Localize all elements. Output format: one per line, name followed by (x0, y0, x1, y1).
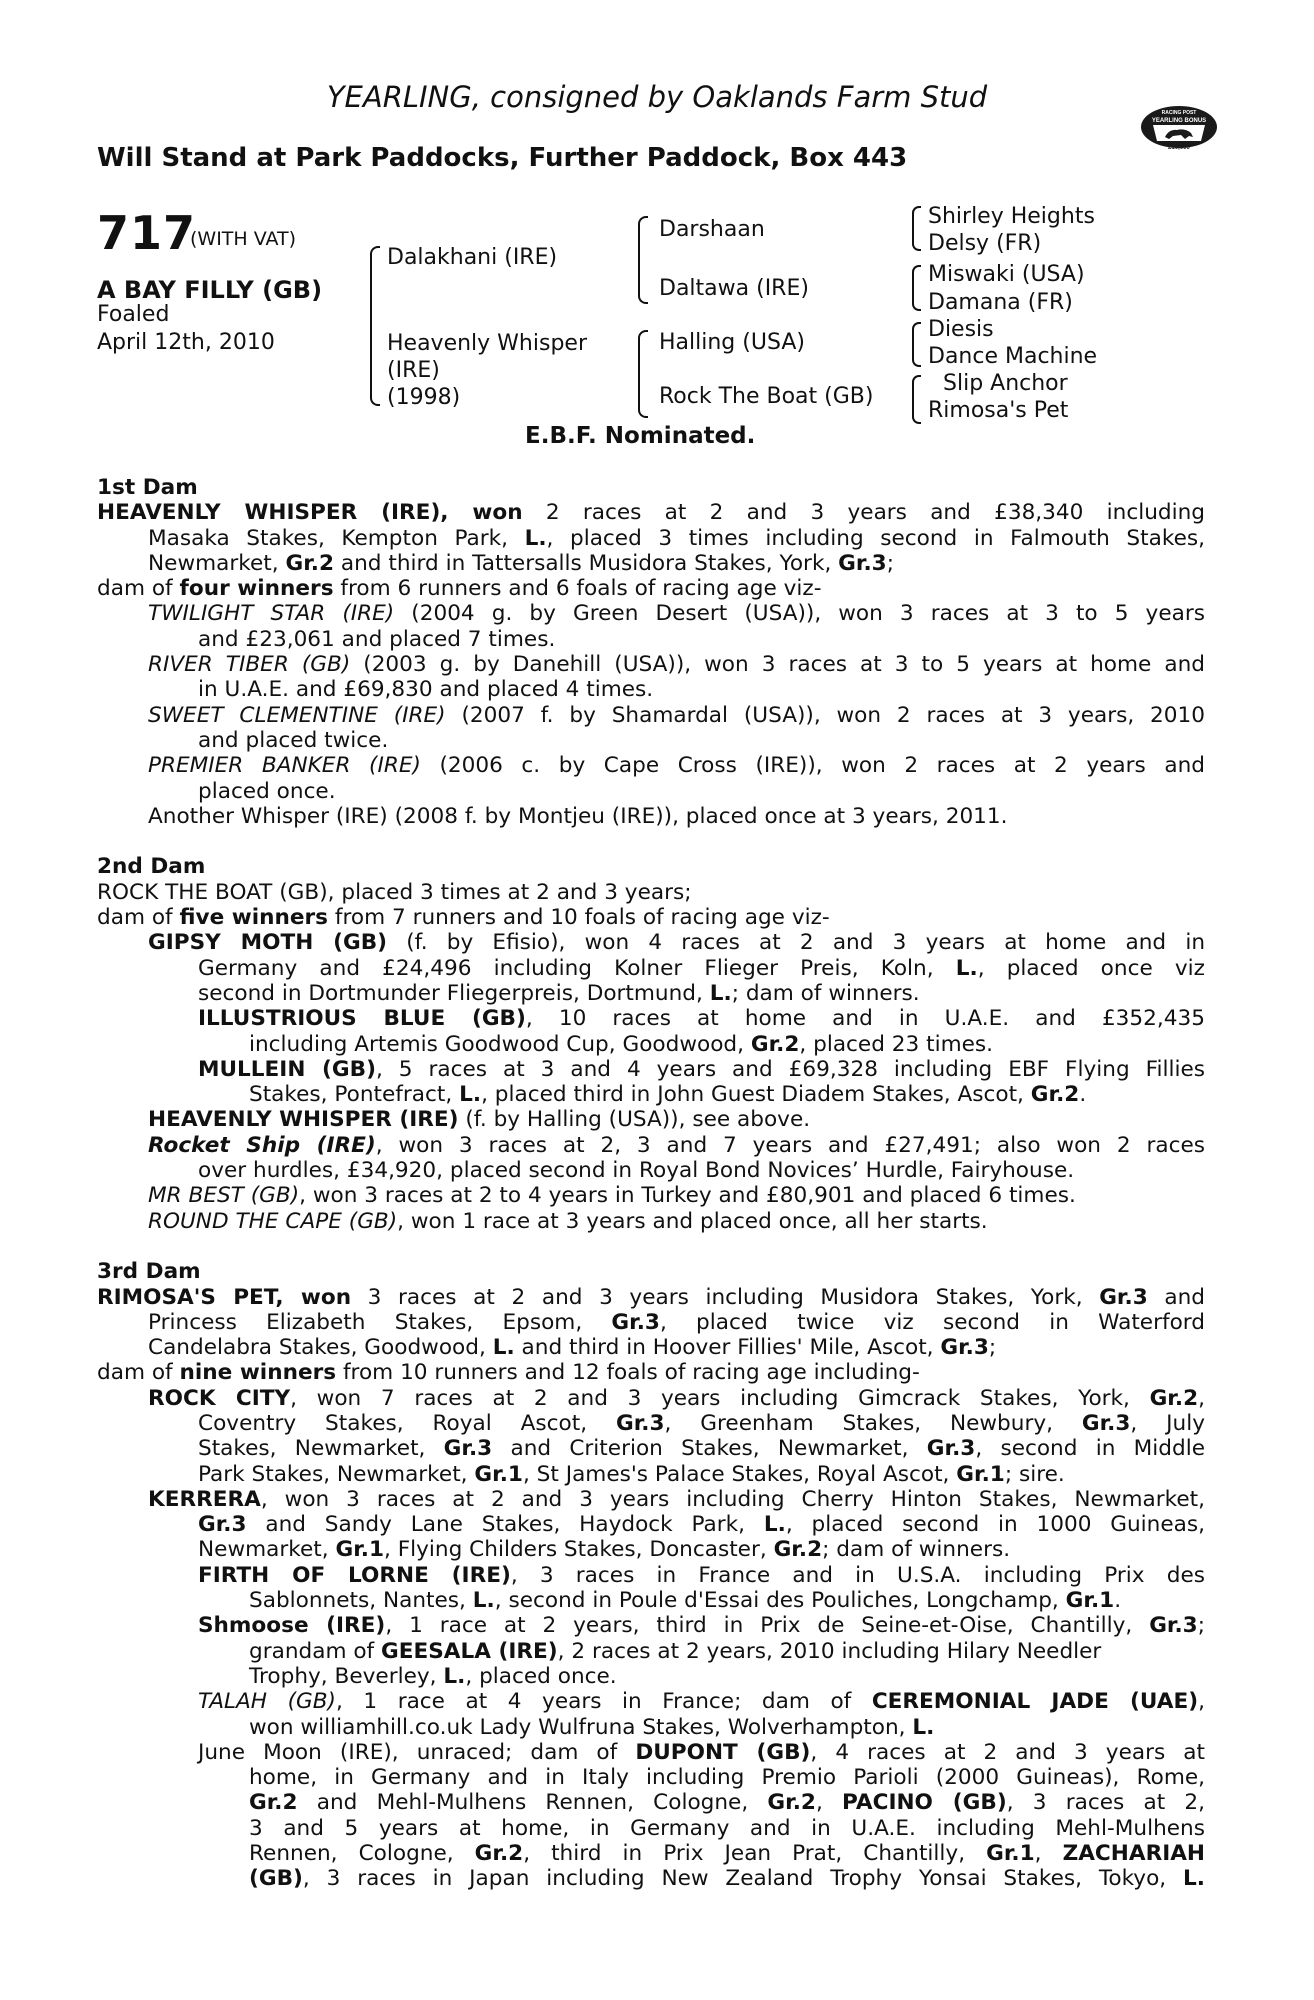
text-run: , (1198, 1385, 1205, 1411)
text-run: grandam of (249, 1638, 382, 1664)
pedigree-brace-g4 (912, 375, 921, 424)
text-run: , 3 races at 2, (1006, 1790, 1205, 1816)
text-run: , placed once. (465, 1663, 617, 1689)
body-line (97, 1588, 1205, 1613)
pedigree-g6: Dance Machine (928, 344, 1098, 369)
text-run: ; (1197, 1613, 1205, 1639)
text-run: Rocket Ship (IRE) (148, 1132, 376, 1158)
text-run: GEESALA (IRE) (381, 1638, 558, 1664)
text-run: Stakes, Newmarket, (198, 1436, 444, 1462)
section-gap (97, 1234, 1205, 1259)
text-run: , 1 race at 4 years in France; dam of (335, 1689, 872, 1715)
foaled-label: Foaled (97, 302, 170, 327)
body-line (97, 1057, 1205, 1082)
text-run: Coventry Stakes, Royal Ascot, (198, 1410, 616, 1436)
body-line (97, 930, 1205, 955)
pedigree-brace-main (370, 246, 380, 406)
text-run: RIMOSA'S PET, won (97, 1284, 352, 1310)
text-run: (2004 g. by Green Desert (USA)), won 3 races at 3 to 5 years (394, 601, 1205, 627)
text-run: 2nd Dam (97, 854, 206, 880)
text-run: won williamhill.co.uk Lady Wulfruna Stakes, Wolverhampton, (249, 1714, 913, 1740)
text-run: and £23,061 and placed 7 times. (198, 626, 556, 652)
text-run: , won 1 race at 3 years and placed once, all her starts. (397, 1208, 988, 1234)
lot-number: 717 (97, 206, 197, 260)
text-run: Gr.1 (1065, 1588, 1115, 1614)
text-run: Another Whisper (IRE) (2008 f. by Montjeu (IRE)), placed once at 3 years, 2011. (148, 803, 1008, 829)
text-run: Gr.1 (956, 1461, 1005, 1487)
text-run: L. (492, 1335, 515, 1361)
text-run: Princess Elizabeth Stakes, Epsom, (148, 1309, 612, 1335)
text-run: Trophy, Beverley, (249, 1663, 444, 1689)
text-run: MR BEST (GB) (148, 1183, 300, 1209)
body-line (97, 652, 1205, 677)
text-run: and third in Hoover Fillies' Mile, Ascot, (514, 1335, 941, 1361)
pedigree-g1: Shirley Heights (928, 204, 1095, 229)
text-run: Gr.3 (1149, 1613, 1198, 1639)
pedigree-brace-g1 (912, 206, 921, 251)
body-line (97, 677, 1205, 702)
body-line (97, 1866, 1205, 1891)
text-run: Gr.1 (474, 1461, 523, 1487)
pedigree-sire-sire: Darshaan (659, 217, 765, 242)
pedigree-g2: Delsy (FR) (928, 231, 1042, 256)
body-line (97, 1790, 1205, 1815)
text-run: Gr.2 (1149, 1385, 1199, 1411)
text-run: Gr.3 (443, 1436, 493, 1462)
text-run: CEREMONIAL JADE (UAE) (871, 1689, 1199, 1715)
text-run: MULLEIN (GB) (198, 1056, 376, 1082)
text-run: dam of (97, 1360, 180, 1386)
text-run: ROCK THE BOAT (GB), placed 3 times at 2 and 3 years; (97, 879, 692, 905)
text-run: KERRERA (148, 1486, 261, 1512)
text-run: five winners (179, 905, 329, 931)
text-run: , placed third in John Guest Diadem Stakes, Ascot, (481, 1082, 1031, 1108)
text-run: , second in Poule d'Essai des Pouliches, Longchamp, (494, 1588, 1066, 1614)
body-line (97, 804, 1205, 829)
text-run: Gr.3 (1081, 1410, 1131, 1436)
badge-line1: RACING POST (1161, 110, 1197, 116)
text-run: 3 and 5 years at home, in Germany and in U.A.E. including Mehl-Mulhens (249, 1815, 1205, 1841)
text-run: L. (955, 955, 978, 981)
text-run: , 5 races at 3 and 4 years and £69,328 including EBF Flying Fillies (375, 1056, 1205, 1082)
text-run: , second in Middle (975, 1436, 1205, 1462)
text-run: dam of (97, 905, 180, 931)
text-run: Masaka Stakes, Kempton Park, (148, 525, 525, 551)
text-run: and (1147, 1284, 1205, 1310)
text-run: Gr.2 (285, 550, 334, 576)
ebf-nominated: E.B.F. Nominated. (525, 423, 756, 449)
text-run: Candelabra Stakes, Goodwood, (148, 1335, 493, 1361)
text-run: Gr.2 (773, 1537, 823, 1563)
text-run: , placed 3 times including second in Falmouth Stakes, (546, 525, 1205, 551)
text-run: including Artemis Goodwood Cup, Goodwood, (249, 1031, 751, 1057)
text-run: Newmarket, (198, 1537, 336, 1563)
text-run: SWEET CLEMENTINE (IRE) (148, 702, 446, 728)
text-run: , placed 23 times. (799, 1031, 994, 1057)
body-line (97, 1082, 1205, 1107)
body-line (97, 1386, 1205, 1411)
text-run: , 3 races in Japan including New Zealand Trophy Yonsai Stakes, Tokyo, (302, 1866, 1184, 1892)
text-run: , won 7 races at 2 and 3 years including Gimcrack Stakes, York, (290, 1385, 1150, 1411)
text-run: , 3 races in France and in U.S.A. including Prix des (510, 1562, 1205, 1588)
text-run: DUPONT (GB) (635, 1739, 811, 1765)
text-run: from 10 runners and 12 foals of racing age including- (336, 1360, 920, 1386)
text-run: , July (1130, 1410, 1205, 1436)
pedigree-dam-dam: Rock The Boat (GB) (659, 384, 874, 409)
stand-location: Will Stand at Park Paddocks, Further Paddock, Box 443 (97, 143, 908, 173)
text-run: L. (443, 1663, 466, 1689)
text-run: . (1079, 1082, 1087, 1108)
pedigree-brace-g3 (912, 322, 921, 367)
body-line (97, 1841, 1205, 1866)
body-line (97, 576, 1205, 601)
text-run: Rennen, Cologne, (249, 1841, 475, 1867)
body-line (97, 1487, 1205, 1512)
body-line (97, 1512, 1205, 1537)
body-line (97, 703, 1205, 728)
horse-description: A BAY FILLY (GB) (97, 276, 323, 304)
body-line (97, 601, 1205, 626)
text-run: HEAVENLY WHISPER (IRE), won (97, 500, 523, 526)
body-line (97, 526, 1205, 551)
text-run: Gr.1 (986, 1841, 1035, 1867)
text-run: placed once. (198, 778, 336, 804)
body-line (97, 1335, 1205, 1360)
text-run: Gr.3 (611, 1309, 660, 1335)
text-run: TWILIGHT STAR (IRE) (148, 601, 395, 627)
text-run: Gr.3 (1099, 1284, 1148, 1310)
text-run: L. (459, 1082, 482, 1108)
text-run: ; (886, 550, 894, 576)
body-line (97, 1107, 1205, 1132)
consignment-line: YEARLING, consigned by Oaklands Farm Stud (326, 80, 988, 114)
text-run: , 2 races at 2 years, 2010 including Hilary Needler (557, 1638, 1102, 1664)
text-run: Gr.3 (940, 1335, 989, 1361)
vat-label: (WITH VAT) (190, 228, 297, 250)
badge-line2: YEARLING BONUS (1151, 118, 1207, 124)
text-run: and third in Tattersalls Musidora Stakes, York, (334, 550, 839, 576)
text-run: ILLUSTRIOUS BLUE (GB) (198, 1006, 526, 1032)
section-gap (97, 829, 1205, 854)
text-run: Gr.2 (249, 1790, 298, 1816)
body-line (97, 1310, 1205, 1335)
text-run: home, in Germany and in Italy including Premio Parioli (2000 Guineas), Rome, (249, 1765, 1205, 1791)
body-line (97, 551, 1205, 576)
body-line (97, 981, 1205, 1006)
pedigree-brace-g2 (912, 265, 921, 311)
body-line (97, 1032, 1205, 1057)
text-run: and placed twice. (198, 727, 389, 753)
pedigree-dam-origin: (IRE) (387, 358, 440, 383)
catalogue-body (97, 475, 1205, 1892)
text-run: Stakes, Pontefract, (249, 1082, 460, 1108)
text-run: , won 3 races at 2 and 3 years including Cherry Hinton Stakes, Newmarket, (260, 1486, 1205, 1512)
body-line (97, 854, 1205, 879)
text-run: ; sire. (1004, 1461, 1065, 1487)
text-run: 3 races at 2 and 3 years including Musidora Stakes, York, (351, 1284, 1100, 1310)
text-run: PACINO (GB) (842, 1790, 1007, 1816)
body-line (97, 1664, 1205, 1689)
body-line (97, 1158, 1205, 1183)
pedigree-dam-name: Heavenly Whisper (387, 331, 587, 356)
text-run: ; dam of winners. (731, 980, 920, 1006)
body-line (97, 1133, 1205, 1158)
text-run: Gr.3 (926, 1436, 976, 1462)
text-run: , St James's Palace Stakes, Royal Ascot, (522, 1461, 957, 1487)
body-line (97, 1006, 1205, 1031)
text-run: (2007 f. by Shamardal (USA)), won 2 races at 3 years, 2010 (445, 702, 1205, 728)
text-run: , Greenham Stakes, Newbury, (664, 1410, 1082, 1436)
text-run: , Flying Childers Stakes, Doncaster, (384, 1537, 774, 1563)
text-run: nine winners (179, 1360, 337, 1386)
text-run: , 4 races at 2 and 3 years at (810, 1739, 1205, 1765)
body-line (97, 500, 1205, 525)
text-run: in U.A.E. and £69,830 and placed 4 times. (198, 677, 654, 703)
text-run: ; dam of winners. (822, 1537, 1011, 1563)
body-line (97, 1639, 1205, 1664)
text-run: Sablonnets, Nantes, (249, 1588, 473, 1614)
text-run: , placed once viz (977, 955, 1205, 981)
text-run: , 10 races at home and in U.A.E. and £352,435 (525, 1006, 1205, 1032)
text-run: second in Dortmunder Fliegerpreis, Dortmund, (198, 980, 710, 1006)
body-line (97, 1563, 1205, 1588)
text-run: L. (524, 525, 547, 551)
foaled-date: April 12th, 2010 (97, 330, 275, 355)
text-run: and Sandy Lane Stakes, Haydock Park, (246, 1512, 764, 1538)
text-run: TALAH (GB) (198, 1689, 336, 1715)
body-line (97, 880, 1205, 905)
pedigree-dam-year: (1998) (387, 385, 461, 410)
text-run: Gr.3 (198, 1512, 247, 1538)
text-run: , placed second in 1000 Guineas, (785, 1512, 1205, 1538)
body-line (97, 1411, 1205, 1436)
pedigree-g7: Slip Anchor (943, 371, 1068, 396)
text-run: L. (912, 1714, 935, 1740)
text-run: Gr.2 (767, 1790, 816, 1816)
body-line (97, 1285, 1205, 1310)
text-run: PREMIER BANKER (IRE) (148, 753, 421, 779)
pedigree-g5: Diesis (928, 317, 994, 342)
text-run: L. (709, 980, 732, 1006)
body-line (97, 1613, 1205, 1638)
text-run: FIRTH OF LORNE (IRE) (198, 1562, 511, 1588)
text-run: (f. by Halling (USA)), see above. (458, 1107, 811, 1133)
body-line (97, 1715, 1205, 1740)
pedigree-brace-dam (638, 330, 648, 418)
body-line (97, 1765, 1205, 1790)
text-run: and Mehl-Mulhens Rennen, Cologne, (297, 1790, 768, 1816)
pedigree-g8: Rimosa's Pet (928, 398, 1069, 423)
text-run: (f. by Efisio), won 4 races at 2 and 3 years at home and in (387, 930, 1205, 956)
text-run: Gr.1 (335, 1537, 384, 1563)
text-run: June Moon (IRE), unraced; dam of (198, 1739, 636, 1765)
text-run: and Criterion Stakes, Newmarket, (492, 1436, 927, 1462)
pedigree-dam-sire: Halling (USA) (659, 330, 805, 355)
text-run: RIVER TIBER (GB) (148, 652, 351, 678)
text-run: dam of (97, 576, 180, 602)
body-line (97, 1436, 1205, 1461)
body-line (97, 728, 1205, 753)
text-run: Gr.3 (838, 550, 887, 576)
text-run: Gr.2 (474, 1841, 524, 1867)
text-run: (2006 c. by Cape Cross (IRE)), won 2 races at 2 years and (420, 753, 1205, 779)
body-line (97, 905, 1205, 930)
badge-line3: £10,000 (1168, 145, 1190, 151)
text-run: HEAVENLY WHISPER (IRE) (148, 1107, 459, 1133)
text-run: four winners (179, 576, 334, 602)
text-run: Gr.2 (1030, 1082, 1080, 1108)
body-line (97, 1537, 1205, 1562)
text-run: , (815, 1790, 843, 1816)
text-run: 2 races at 2 and 3 years and £38,340 including (522, 500, 1205, 526)
text-run: , (1198, 1689, 1205, 1715)
text-run: , (1034, 1841, 1063, 1867)
text-run: , won 3 races at 2 to 4 years in Turkey and £80,901 and placed 6 times. (299, 1183, 1076, 1209)
text-run: L. (1183, 1866, 1205, 1892)
pedigree-sire-dam: Daltawa (IRE) (659, 276, 809, 301)
body-line (97, 1740, 1205, 1765)
text-run: Park Stakes, Newmarket, (198, 1461, 475, 1487)
body-line (97, 627, 1205, 652)
text-run: ; (988, 1335, 997, 1361)
text-run: 3rd Dam (97, 1259, 201, 1285)
pedigree-g3: Miswaki (USA) (928, 262, 1085, 287)
body-line (97, 1816, 1205, 1841)
text-run: GIPSY MOTH (GB) (148, 930, 388, 956)
body-line (97, 475, 1205, 500)
body-line (97, 1259, 1205, 1284)
text-run: L. (763, 1512, 786, 1538)
text-run: from 7 runners and 10 foals of racing age viz- (328, 905, 830, 931)
body-line (97, 1209, 1205, 1234)
text-run: L. (472, 1588, 495, 1614)
text-run: Shmoose (IRE) (198, 1613, 386, 1639)
text-run: Gr.2 (750, 1031, 800, 1057)
text-run: , placed twice viz second in Waterford (659, 1309, 1205, 1335)
text-run: , third in Prix Jean Prat, Chantilly, (523, 1841, 987, 1867)
text-run: 1st Dam (97, 475, 198, 500)
yearling-bonus-badge-icon (1139, 103, 1219, 151)
pedigree-sire: Dalakhani (IRE) (387, 245, 558, 270)
text-run: . (1114, 1588, 1122, 1614)
text-run: from 6 runners and 6 foals of racing age viz- (333, 576, 822, 602)
pedigree-g4: Damana (FR) (928, 290, 1073, 315)
body-line (97, 1689, 1205, 1714)
text-run: over hurdles, £34,920, placed second in Royal Bond Novices’ Hurdle, Fairyhouse. (198, 1158, 1075, 1184)
text-run: Gr.3 (615, 1410, 665, 1436)
text-run: ROCK CITY (148, 1385, 291, 1411)
text-run: Germany and £24,496 including Kolner Flieger Preis, Koln, (198, 955, 956, 981)
body-line (97, 753, 1205, 778)
body-line (97, 1183, 1205, 1208)
text-run: (GB) (249, 1866, 303, 1892)
text-run: ROUND THE CAPE (GB) (148, 1208, 398, 1234)
text-run: (2003 g. by Danehill (USA)), won 3 races at 3 to 5 years at home and (350, 652, 1205, 678)
body-line (97, 1462, 1205, 1487)
body-line (97, 1360, 1205, 1385)
text-run: Newmarket, (148, 550, 286, 576)
body-line (97, 779, 1205, 804)
pedigree-brace-sire (638, 216, 648, 304)
body-line (97, 956, 1205, 981)
text-run: ZACHARIAH (1062, 1841, 1205, 1867)
text-run: , won 3 races at 2, 3 and 7 years and £27,491; also won 2 races (375, 1132, 1205, 1158)
text-run: , 1 race at 2 years, third in Prix de Seine-et-Oise, Chantilly, (385, 1613, 1150, 1639)
